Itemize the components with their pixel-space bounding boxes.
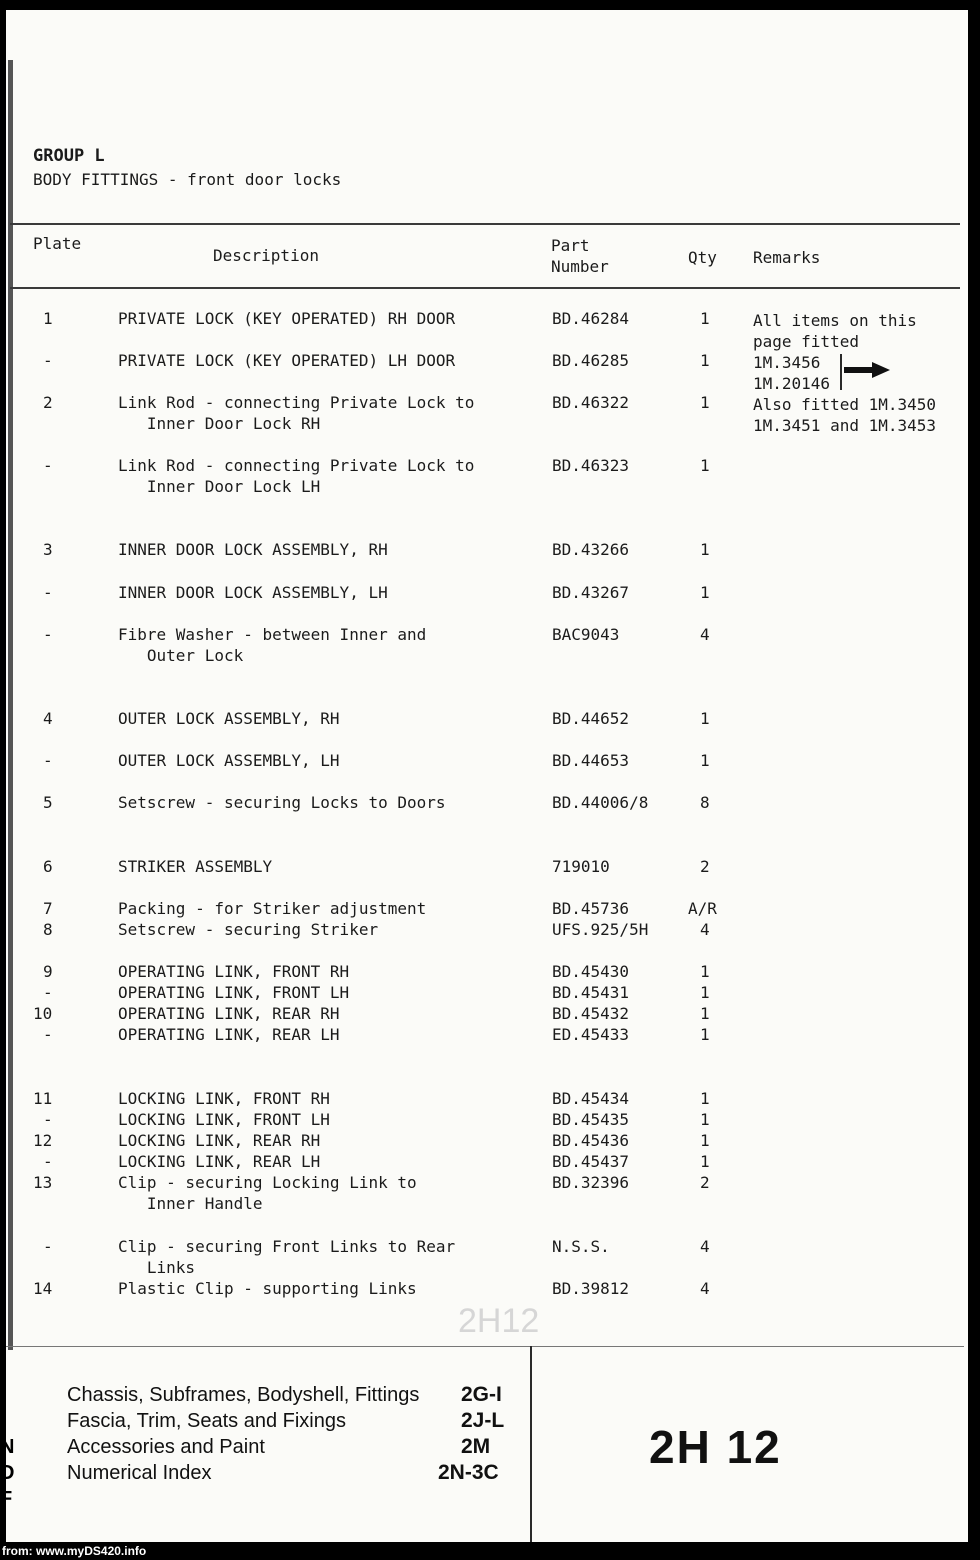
row-part-number: BD.45436 xyxy=(552,1131,630,1150)
row-plate: 9 xyxy=(43,962,53,981)
row-qty: 1 xyxy=(700,962,710,981)
row-part-number: BD.32396 xyxy=(552,1173,630,1192)
row-qty: 4 xyxy=(700,625,710,644)
row-part-number: UFS.925/5H xyxy=(552,920,649,939)
footer-section-label: Accessories and Paint xyxy=(67,1436,265,1458)
side-letter: N xyxy=(0,1436,15,1458)
arrow-right-icon xyxy=(844,362,890,378)
row-part-number: BD.45736 xyxy=(552,899,630,918)
row-plate: 7 xyxy=(43,899,53,918)
row-description: INNER DOOR LOCK ASSEMBLY, RH xyxy=(118,540,388,559)
row-plate: 13 xyxy=(33,1173,53,1192)
row-description: Link Rod - connecting Private Lock to Inner Door Lock RH xyxy=(118,393,475,433)
row-part-number: N.S.S. xyxy=(552,1237,610,1256)
side-letter: F xyxy=(0,1488,13,1510)
row-part-number: BD.46285 xyxy=(552,351,630,370)
row-part-number: BD.43266 xyxy=(552,540,630,559)
row-description: OPERATING LINK, FRONT RH xyxy=(118,962,350,981)
row-qty: 1 xyxy=(700,393,710,412)
column-header-plate: Plate xyxy=(33,234,82,253)
row-part-number: BD.45434 xyxy=(552,1089,630,1108)
row-description: Clip - securing Locking Link to Inner Handle xyxy=(118,1173,417,1213)
row-plate: - xyxy=(43,1110,53,1129)
footer-divider xyxy=(530,1346,532,1542)
row-description: OPERATING LINK, FRONT LH xyxy=(118,983,350,1002)
row-qty: 1 xyxy=(700,456,710,475)
row-plate: 11 xyxy=(33,1089,53,1108)
row-part-number: BD.45432 xyxy=(552,1004,630,1023)
row-qty: 1 xyxy=(700,1152,710,1171)
row-description: PRIVATE LOCK (KEY OPERATED) LH DOOR xyxy=(118,351,456,370)
row-plate: - xyxy=(43,351,53,370)
row-description: Plastic Clip - supporting Links xyxy=(118,1279,417,1298)
row-description: LOCKING LINK, REAR RH xyxy=(118,1131,321,1150)
row-qty: 8 xyxy=(700,793,710,812)
page-number: 2H 12 xyxy=(649,1421,782,1473)
row-qty: 1 xyxy=(700,1004,710,1023)
row-plate: - xyxy=(43,456,53,475)
remark-line: 1M.20146 xyxy=(753,374,831,393)
remark-line: page fitted xyxy=(753,332,859,351)
faint-watermark: 2H12 xyxy=(458,1302,540,1340)
remark-bracket xyxy=(840,354,842,390)
row-plate: 5 xyxy=(43,793,53,812)
side-letter: D xyxy=(0,1462,15,1484)
row-description: Clip - securing Front Links to Rear Links xyxy=(118,1237,456,1277)
row-description: LOCKING LINK, FRONT LH xyxy=(118,1110,330,1129)
row-part-number: BD.46284 xyxy=(552,309,630,328)
row-qty: 1 xyxy=(700,1089,710,1108)
row-plate: 6 xyxy=(43,857,53,876)
row-qty: A/R xyxy=(688,899,717,918)
row-part-number: BD.46323 xyxy=(552,456,630,475)
row-part-number: BAC9043 xyxy=(552,625,620,644)
row-qty: 1 xyxy=(700,583,710,602)
table-top-rule xyxy=(10,223,960,225)
column-header-remarks: Remarks xyxy=(753,248,821,267)
group-heading: GROUP L xyxy=(33,146,105,166)
row-description: LOCKING LINK, FRONT RH xyxy=(118,1089,330,1108)
row-part-number: BD.44006/8 xyxy=(552,793,649,812)
column-header-description: Description xyxy=(213,246,319,265)
row-description: Setscrew - securing Striker xyxy=(118,920,379,939)
footer-section-code: 2G-I xyxy=(461,1383,502,1406)
footer-separator xyxy=(6,1346,964,1347)
row-qty: 1 xyxy=(700,309,710,328)
column-header-number: Number xyxy=(551,257,609,276)
row-plate: - xyxy=(43,1152,53,1171)
footer-section-code: 2M xyxy=(461,1435,491,1458)
row-part-number: ED.45433 xyxy=(552,1025,630,1044)
row-description: Link Rod - connecting Private Lock to Inner Door Lock LH xyxy=(118,456,475,496)
row-plate: - xyxy=(43,1025,53,1044)
row-description: OUTER LOCK ASSEMBLY, RH xyxy=(118,709,340,728)
row-part-number: BD.45431 xyxy=(552,983,630,1002)
source-credit: from: www.myDS420.info xyxy=(2,1544,147,1558)
row-part-number: 719010 xyxy=(552,857,610,876)
row-qty: 2 xyxy=(700,857,710,876)
row-plate: - xyxy=(43,751,53,770)
row-plate: - xyxy=(43,625,53,644)
row-qty: 4 xyxy=(700,1237,710,1256)
row-plate: 12 xyxy=(33,1131,53,1150)
row-plate: - xyxy=(43,1237,53,1256)
manual-page xyxy=(6,10,968,1542)
row-qty: 1 xyxy=(700,540,710,559)
remark-line: Also fitted 1M.3450 xyxy=(753,395,937,414)
row-qty: 1 xyxy=(700,983,710,1002)
row-description: LOCKING LINK, REAR LH xyxy=(118,1152,321,1171)
row-part-number: BD.44652 xyxy=(552,709,630,728)
footer-section-label: Chassis, Subframes, Bodyshell, Fittings xyxy=(67,1384,420,1406)
row-description: OPERATING LINK, REAR RH xyxy=(118,1004,340,1023)
footer-section-code: 2J-L xyxy=(461,1409,505,1432)
row-description: Fibre Washer - between Inner and Outer Lock xyxy=(118,625,427,665)
column-header-qty: Qty xyxy=(688,248,717,267)
row-part-number: BD.46322 xyxy=(552,393,630,412)
binding-edge xyxy=(8,60,13,1350)
footer-section-label: Fascia, Trim, Seats and Fixings xyxy=(67,1410,346,1432)
row-plate: 10 xyxy=(33,1004,53,1023)
section-title: BODY FITTINGS - front door locks xyxy=(33,170,342,189)
row-part-number: BD.45437 xyxy=(552,1152,630,1171)
row-description: INNER DOOR LOCK ASSEMBLY, LH xyxy=(118,583,388,602)
row-qty: 1 xyxy=(700,1131,710,1150)
row-description: PRIVATE LOCK (KEY OPERATED) RH DOOR xyxy=(118,309,456,328)
remark-line: 1M.3456 xyxy=(753,353,821,372)
row-qty: 1 xyxy=(700,751,710,770)
row-plate: 8 xyxy=(43,920,53,939)
row-plate: 4 xyxy=(43,709,53,728)
row-description: STRIKER ASSEMBLY xyxy=(118,857,273,876)
row-plate: - xyxy=(43,583,53,602)
row-plate: - xyxy=(43,983,53,1002)
row-plate: 1 xyxy=(43,309,53,328)
footer-section-label: Numerical Index xyxy=(67,1462,212,1484)
remark-line: All items on this xyxy=(753,311,917,330)
row-qty: 1 xyxy=(700,1110,710,1129)
row-qty: 4 xyxy=(700,920,710,939)
row-description: OUTER LOCK ASSEMBLY, LH xyxy=(118,751,340,770)
row-description: OPERATING LINK, REAR LH xyxy=(118,1025,340,1044)
row-part-number: BD.39812 xyxy=(552,1279,630,1298)
row-qty: 1 xyxy=(700,351,710,370)
row-plate: 3 xyxy=(43,540,53,559)
row-qty: 1 xyxy=(700,1025,710,1044)
row-qty: 1 xyxy=(700,709,710,728)
column-header-part: Part xyxy=(551,236,590,255)
footer-section-code: 2N-3C xyxy=(438,1461,499,1484)
remark-line: 1M.3451 and 1M.3453 xyxy=(753,416,937,435)
row-plate: 14 xyxy=(33,1279,53,1298)
row-plate: 2 xyxy=(43,393,53,412)
row-qty: 2 xyxy=(700,1173,710,1192)
row-part-number: BD.45435 xyxy=(552,1110,630,1129)
row-description: Packing - for Striker adjustment xyxy=(118,899,427,918)
table-header-rule xyxy=(10,287,960,289)
row-part-number: BD.44653 xyxy=(552,751,630,770)
row-part-number: BD.43267 xyxy=(552,583,630,602)
row-qty: 4 xyxy=(700,1279,710,1298)
row-part-number: BD.45430 xyxy=(552,962,630,981)
row-description: Setscrew - securing Locks to Doors xyxy=(118,793,446,812)
